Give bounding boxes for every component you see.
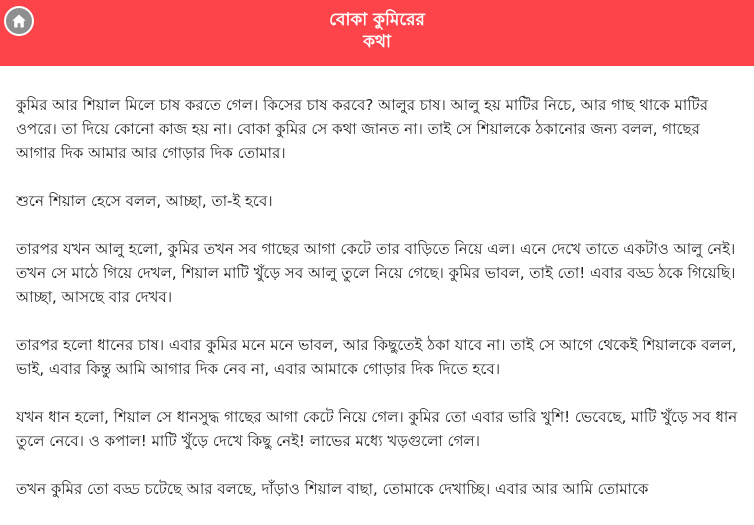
story-content <box>16 93 744 525</box>
story-paragraph: শুনে শিয়াল হেসে বলল, আচ্ছা, তা-ই হবে। <box>16 192 273 210</box>
story-paragraph: তখন কুমির তো বড্ড চটেছে আর বলছে, দাঁড়াও শিয়াল বাছা, তোমাকে দেখাচ্ছি। এবার আর আমি তোমাকে <box>16 480 649 498</box>
page-title-line-2: কথা <box>363 32 391 52</box>
app-header <box>0 0 754 66</box>
page-title <box>220 9 534 53</box>
home-icon <box>6 8 32 34</box>
story-paragraph: তারপর হলো ধানের চাষ। এবার কুমির মনে মনে ভাবল, আর কিছুতেই ঠকা যাবে না। তাই সে আগে থেকেই শিয়ালকে বলল, ভাই, এবার কিন্তু আমি আগার দিক নেব না, এবার আমাকে গোড়ার দিক দিতে হবে। <box>16 336 737 378</box>
story-paragraph: কুমির আর শিয়াল মিলে চাষ করতে গেল। কিসের চাষ করবে? আলুর চাষ। আলু হয় মাটির নিচে, আর গাছ থাকে মাটির ওপরে। তা দিয়ে কোনো কাজ হয় না। বোকা কুমির সে কথা জানত না। তাই সে শিয়ালকে ঠকানোর জন্য বলল, গাছের আগার দিক আমার আর গোড়ার দিক তোমার। <box>16 96 708 162</box>
story-paragraph: তারপর যখন আলু হলো, কুমির তখন সব গাছের আগা কেটে তার বাড়িতে নিয়ে এল। এনে দেখে তাতে একটাও আলু নেই। তখন সে মাঠে গিয়ে দেখল, শিয়াল মাটি খুঁড়ে সব আলু তুলে নিয়ে গেছে। কুমির ভাবল, তাই তো! এবার বড্ড ঠকে গিয়েছি। আচ্ছা, আসছে বার দেখব। <box>16 240 736 306</box>
page-title-line-1: বোকা কুমিরের <box>329 10 425 30</box>
home-button[interactable] <box>4 6 34 36</box>
story-paragraph: যখন ধান হলো, শিয়াল সে ধানসুদ্ধ গাছের আগা কেটে নিয়ে গেল। কুমির তো এবার ভারি খুশি! ভেবেছে, মাটি খুঁড়ে সব ধান তুলে নেবে। ও কপাল! মাটি খুঁড়ে দেখে কিছু নেই! লাভের মধ্যে খড়গুলো গেল। <box>16 408 738 450</box>
